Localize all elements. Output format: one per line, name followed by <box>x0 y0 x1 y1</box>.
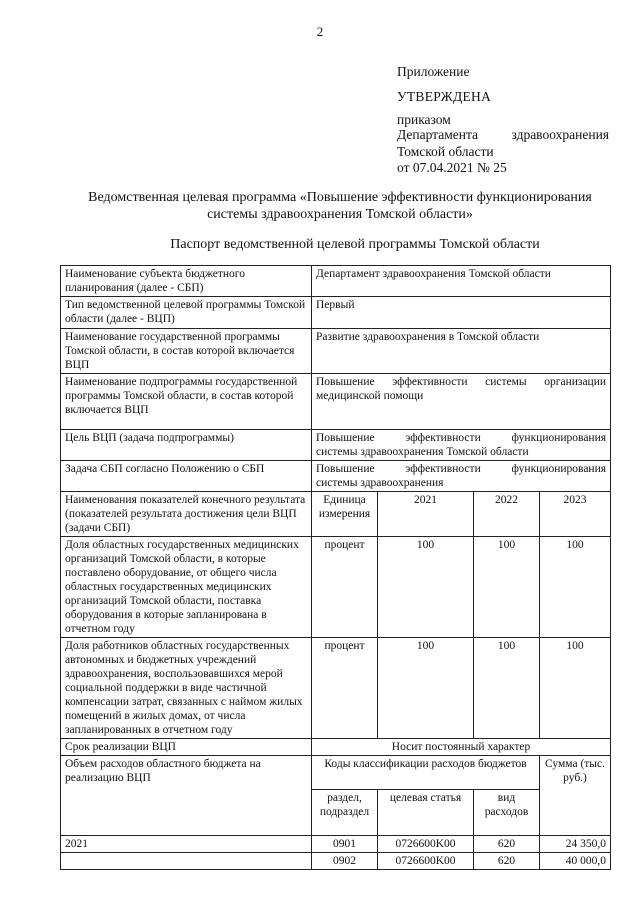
term-row <box>61 739 611 756</box>
budget-article: 0726600K00 <box>378 853 474 870</box>
indicator-value-2023: 100 <box>540 537 611 638</box>
year-header-2022: 2022 <box>474 492 540 537</box>
state-program-value: Развитие здравоохранения в Томской области <box>312 329 611 374</box>
approved-label: УТВЕРЖДЕНА <box>397 89 492 104</box>
subprogram-row <box>61 374 611 430</box>
budget-sum: 40 000,0 <box>540 853 611 870</box>
goal-value <box>312 430 611 461</box>
type-label: Тип ведомственной целевой программы Томской области (далее - ВЦП) <box>61 297 312 329</box>
order-date-number: от 07.04.2021 № 25 <box>397 160 507 175</box>
goal-row <box>61 430 611 461</box>
state-program-row <box>61 329 611 374</box>
task-value-line1: Повышение эффективности функционирования <box>316 463 607 475</box>
budget-section: 0902 <box>312 853 378 870</box>
budget-label: Объем расходов областного бюджета на реализацию ВЦП <box>61 756 312 836</box>
year-header-2023: 2023 <box>540 492 611 537</box>
indicators-header-row <box>61 492 611 537</box>
healthcare-word: здравоохранения <box>511 127 609 142</box>
task-row <box>61 461 611 492</box>
budget-section: 0901 <box>312 836 378 853</box>
task-value <box>312 461 611 492</box>
budget-year: 2021 <box>61 836 312 853</box>
program-title-line1: Ведомственная целевая программа «Повышение эффективности функционирования <box>88 190 592 205</box>
page-number: 2 <box>316 24 324 39</box>
indicator-value-2022: 100 <box>474 638 540 739</box>
type-row <box>61 297 611 329</box>
budget-sum: 24 350,0 <box>540 836 611 853</box>
year-header-2021: 2021 <box>378 492 474 537</box>
budget-kind: 620 <box>474 836 540 853</box>
appendix-label: Приложение <box>397 64 470 79</box>
indicator-value-2022: 100 <box>474 537 540 638</box>
budget-header-row <box>61 756 611 790</box>
department-word: Департамента <box>397 127 479 142</box>
budget-row <box>61 836 611 853</box>
unit-header: Единица измерения <box>312 492 378 537</box>
indicator-value-2021: 100 <box>378 537 474 638</box>
indicator-value-2021: 100 <box>378 638 474 739</box>
task-label: Задача СБП согласно Положению о СБП <box>61 461 312 492</box>
subject-value: Департамент здравоохранения Томской области <box>312 266 611 297</box>
goal-value-line2: системы здравоохранения Томской области <box>316 446 529 458</box>
program-title-line2: системы здравоохранения Томской области» <box>207 207 473 222</box>
indicator-row <box>61 638 611 739</box>
term-label: Срок реализации ВЦП <box>61 739 312 756</box>
order-label: приказом <box>397 112 451 127</box>
indicators-header-label: Наименования показателей конечного результата (показателей результата достижения цели ВЦП (задачи СБП) <box>61 492 312 537</box>
budget-kind: 620 <box>474 853 540 870</box>
indicator-value-2023: 100 <box>540 638 611 739</box>
type-value: Первый <box>312 297 611 329</box>
state-program-label: Наименование государственной программы Томской области, в состав которой включается ВЦП <box>61 329 312 374</box>
subprogram-value-line1: Повышение эффективности системы организации <box>316 376 607 388</box>
section-header: раздел, подраздел <box>312 790 378 836</box>
department-line <box>397 127 609 143</box>
subprogram-value-line2: медицинской помощи <box>316 390 424 402</box>
kind-header: вид расходов <box>474 790 540 836</box>
subject-row <box>61 266 611 297</box>
subprogram-value <box>312 374 611 430</box>
subject-label: Наименование субъекта бюджетного планирования (далее - СБП) <box>61 266 312 297</box>
indicator-unit: процент <box>312 638 378 739</box>
budget-row <box>61 853 611 870</box>
indicator-row <box>61 537 611 638</box>
term-value: Носит постоянный характер <box>312 739 611 756</box>
codes-header: Коды классификации расходов бюджетов <box>312 756 540 790</box>
region-label: Томской области <box>397 144 494 159</box>
sum-header: Сумма (тыс. руб.) <box>540 756 611 836</box>
goal-value-line1: Повышение эффективности функционирования <box>316 432 607 444</box>
indicator-unit: процент <box>312 537 378 638</box>
indicator-name: Доля областных государственных медицинских организаций Томской области, в которые поставлено оборудование, от общего числа областных государственных медицинских организаций Томской области, поставка оборудования в которые запланирована в отчетном году <box>61 537 312 638</box>
article-header: целевая статья <box>378 790 474 836</box>
indicator-name: Доля работников областных государственных автономных и бюджетных учреждений здравоохранения, воспользовавшихся мерой социальной поддержки в виде частичной компенсации затрат, связанных с наймом жилых помещений в жилых домах, от числа запланированных в отчетном году <box>61 638 312 739</box>
budget-article: 0726600K00 <box>378 836 474 853</box>
passport-title: Паспорт ведомственной целевой программы Томской области <box>170 237 540 252</box>
goal-label: Цель ВЦП (задача подпрограммы) <box>61 430 312 461</box>
task-value-line2: системы здравоохранения <box>316 477 444 489</box>
passport-table <box>60 265 611 870</box>
subprogram-label: Наименование подпрограммы государственной программы Томской области, в состав которой включается ВЦП <box>61 374 312 430</box>
budget-year <box>61 853 312 870</box>
